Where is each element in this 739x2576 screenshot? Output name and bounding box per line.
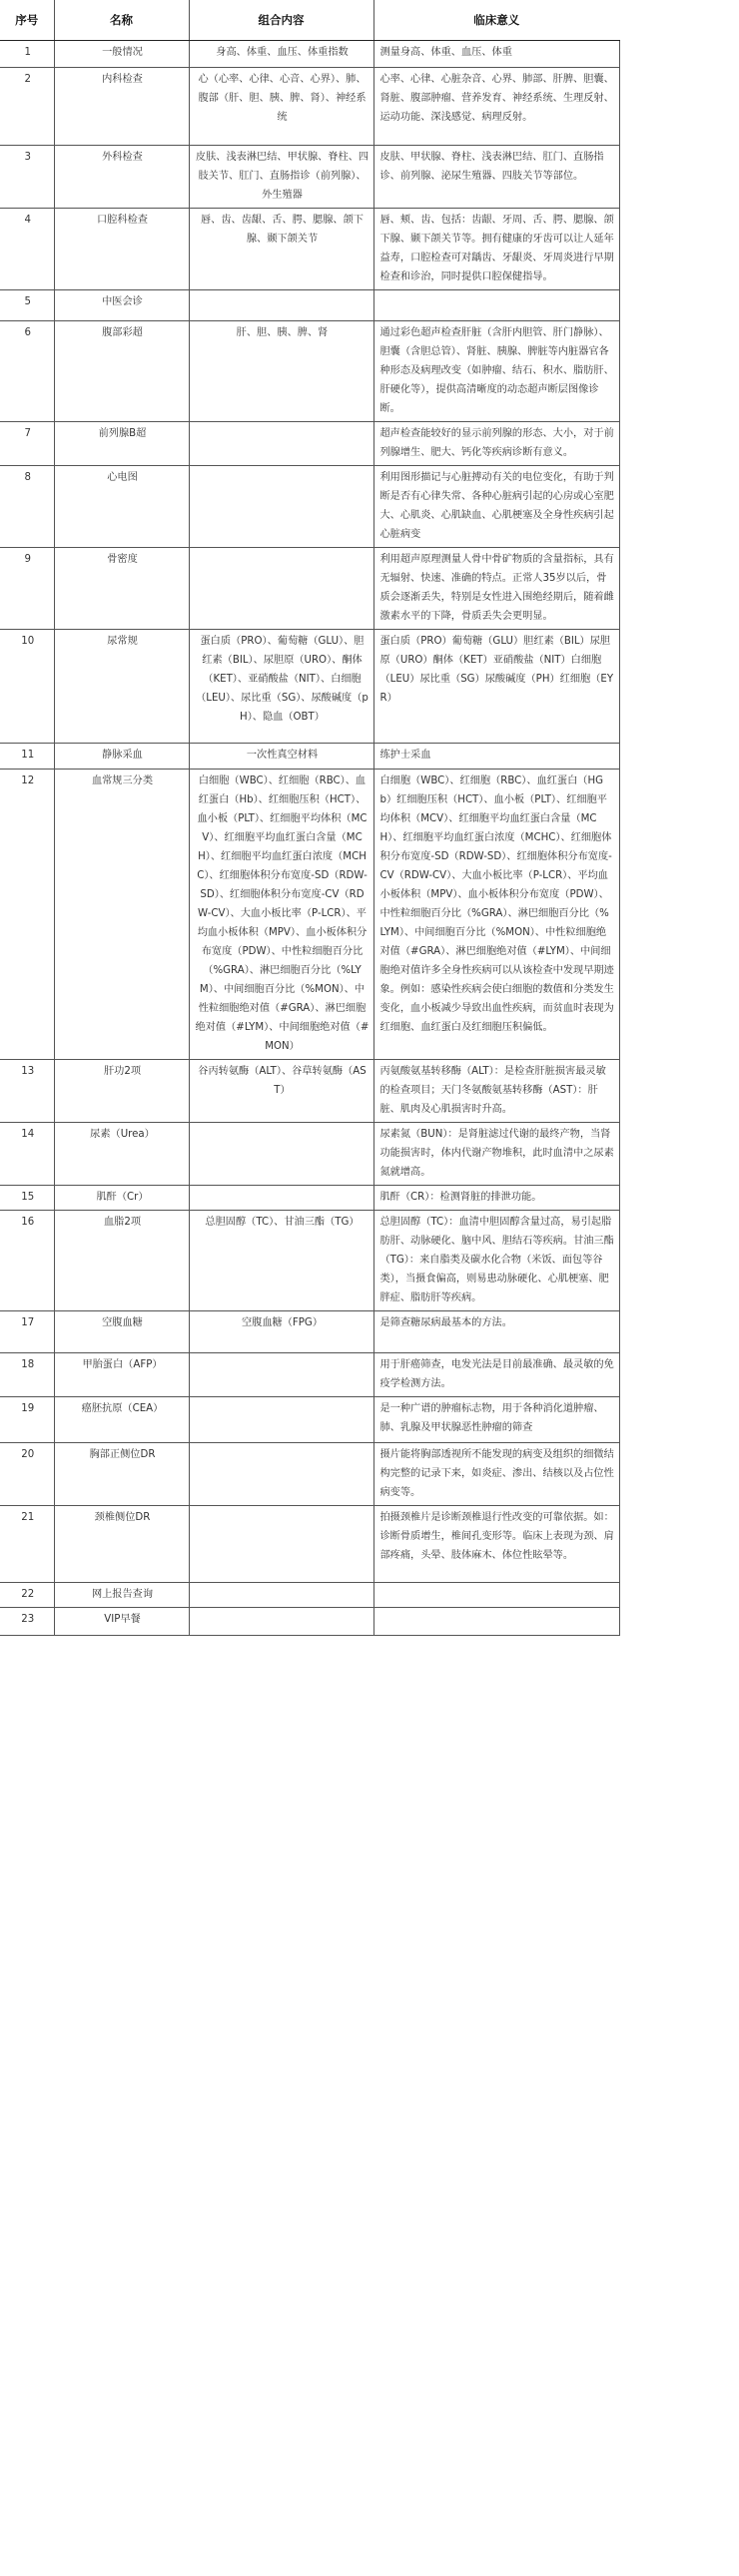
table-row	[0, 1443, 619, 1506]
cell-name: 尿素（Urea）	[54, 1123, 189, 1186]
cell-name: 癌胚抗原（CEA）	[54, 1397, 189, 1443]
cell-meaning	[373, 1583, 619, 1608]
cell-meaning: 是一种广谱的肿瘤标志物，用于各种消化道肿瘤、肺、乳腺及甲状腺恶性肿瘤的筛查	[373, 1397, 619, 1443]
table-row	[0, 1060, 619, 1123]
header-name: 名称	[54, 0, 189, 41]
cell-content: 空腹血糖（FPG）	[189, 1311, 373, 1353]
cell-name: 内科检查	[54, 68, 189, 146]
cell-meaning: 利用超声原理测量人骨中骨矿物质的含量指标，具有无辐射、快速、准确的特点。正常人35岁以后，骨质会逐渐丢失，特别是女性进入围绝经期后，随着雌激素水平的下降，骨质丢失会更明显。	[373, 548, 619, 630]
table-row	[0, 41, 619, 68]
cell-content: 谷丙转氨酶（ALT）、谷草转氨酶（AST）	[189, 1060, 373, 1123]
cell-content: 蛋白质（PRO）、葡萄糖（GLU）、胆红素（BIL）、尿胆原（URO）、酮体（KET）、亚硝酸盐（NIT）、白细胞（LEU）、尿比重（SG）、尿酸碱度（pH）、隐血（OBT）	[189, 630, 373, 744]
table-row	[0, 1353, 619, 1397]
cell-content: 唇、齿、齿龈、舌、腭、腮腺、颌下腺、颞下颌关节	[189, 209, 373, 290]
cell-meaning: 用于肝癌筛查，电发光法是目前最准确、最灵敏的免疫学检测方法。	[373, 1353, 619, 1397]
cell-no: 2	[0, 68, 54, 146]
table-header-row	[0, 0, 619, 41]
table-row	[0, 146, 619, 209]
table-row	[0, 1583, 619, 1608]
cell-no: 23	[0, 1608, 54, 1636]
cell-no: 15	[0, 1186, 54, 1211]
cell-content	[189, 1583, 373, 1608]
cell-content: 总胆固醇（TC）、甘油三酯（TG）	[189, 1211, 373, 1311]
cell-no: 20	[0, 1443, 54, 1506]
cell-name: 血常规三分类	[54, 770, 189, 1060]
header-content: 组合内容	[189, 0, 373, 41]
cell-content	[189, 1186, 373, 1211]
cell-content	[189, 1443, 373, 1506]
cell-meaning	[373, 1608, 619, 1636]
cell-no: 6	[0, 321, 54, 422]
cell-content: 肝、胆、胰、脾、肾	[189, 321, 373, 422]
cell-content	[189, 1123, 373, 1186]
table-row	[0, 321, 619, 422]
cell-meaning: 尿素氮（BUN）：是肾脏滤过代谢的最终产物，当肾功能损害时，体内代谢产物堆积，此时血清中之尿素氮就增高。	[373, 1123, 619, 1186]
table-row	[0, 630, 619, 744]
table-row	[0, 68, 619, 146]
table-row	[0, 1123, 619, 1186]
cell-content: 身高、体重、血压、体重指数	[189, 41, 373, 68]
cell-content: 白细胞（WBC）、红细胞（RBC）、血红蛋白（Hb）、红细胞压积（HCT）、血小板（PLT）、红细胞平均体积（MCV）、红细胞平均血红蛋白含量（MCH）、红细胞平均血红蛋白浓度（MCHC）、红细胞体积分布宽度-SD（RDW-SD）、红细胞体积分布宽度-CV（RDW-CV）、大血小板比率（P-LCR）、平均血小板体积（MPV）、血小板体积分布宽度（PDW）、中性粒细胞百分比（%GRA）、淋巴细胞百分比（%LYM）、中间细胞百分比（%MON）、中性粒细胞绝对值（#GRA）、淋巴细胞绝对值（#LYM）、中间细胞绝对值（#MON）	[189, 770, 373, 1060]
cell-meaning	[373, 290, 619, 321]
cell-name: 中医会诊	[54, 290, 189, 321]
cell-name: 静脉采血	[54, 744, 189, 770]
cell-content	[189, 466, 373, 548]
cell-name: 网上报告查询	[54, 1583, 189, 1608]
cell-no: 4	[0, 209, 54, 290]
table-row	[0, 422, 619, 466]
cell-content	[189, 548, 373, 630]
cell-meaning: 肌酐（CR）：检测肾脏的排泄功能。	[373, 1186, 619, 1211]
cell-name: 一般情况	[54, 41, 189, 68]
cell-meaning: 测量身高、体重、血压、体重	[373, 41, 619, 68]
cell-meaning: 练护士采血	[373, 744, 619, 770]
cell-name: 甲胎蛋白（AFP）	[54, 1353, 189, 1397]
cell-content	[189, 1397, 373, 1443]
table-row	[0, 1397, 619, 1443]
cell-content	[189, 1608, 373, 1636]
table-row	[0, 770, 619, 1060]
cell-no: 21	[0, 1506, 54, 1583]
header-no: 序号	[0, 0, 54, 41]
cell-no: 17	[0, 1311, 54, 1353]
cell-no: 11	[0, 744, 54, 770]
cell-name: 骨密度	[54, 548, 189, 630]
cell-no: 13	[0, 1060, 54, 1123]
cell-name: 尿常规	[54, 630, 189, 744]
cell-name: 前列腺B超	[54, 422, 189, 466]
cell-content: 一次性真空材料	[189, 744, 373, 770]
cell-name: 肝功2项	[54, 1060, 189, 1123]
cell-no: 9	[0, 548, 54, 630]
cell-name: 外科检查	[54, 146, 189, 209]
cell-no: 22	[0, 1583, 54, 1608]
cell-no: 7	[0, 422, 54, 466]
table-row	[0, 1506, 619, 1583]
cell-no: 12	[0, 770, 54, 1060]
cell-content	[189, 1353, 373, 1397]
cell-no: 19	[0, 1397, 54, 1443]
cell-name: 空腹血糖	[54, 1311, 189, 1353]
cell-no: 18	[0, 1353, 54, 1397]
cell-meaning: 唇、颊、齿、包括：齿龈、牙周、舌、腭、腮腺、颌下腺、颞下颌关节等。拥有健康的牙齿可以让人延年益寿，口腔检查可对龋齿、牙龈炎、牙周炎进行早期检查和诊治，同时提供口腔保健指导。	[373, 209, 619, 290]
table-row	[0, 209, 619, 290]
table-row	[0, 1211, 619, 1311]
table-row	[0, 290, 619, 321]
cell-content: 皮肤、浅表淋巴结、甲状腺、脊柱、四肢关节、肛门、直肠指诊（前列腺）、外生殖器	[189, 146, 373, 209]
table-row	[0, 1311, 619, 1353]
cell-meaning: 白细胞（WBC）、红细胞（RBC）、血红蛋白（HGb）红细胞压积（HCT）、血小板（PLT）、红细胞平均体积（MCV）、红细胞平均血红蛋白含量（MCH）、红细胞平均血红蛋白浓度（MCHC）、红细胞体积分布宽度-SD（RDW-SD）、红细胞体积分布宽度-CV（RDW-CV）、大血小板比率（P-LCR）、平均血小板体积（MPV）、血小板体积分布宽度（PDW）、中性粒细胞百分比（%GRA）、淋巴细胞百分比（%LYM）、中间细胞百分比（%MON）、中性粒细胞绝对值（#GRA）、淋巴细胞绝对值（#LYM）、中间细胞绝对值许多全身性疾病可以从该检查中发现早期迹象。例如：感染性疾病会使白细胞的数值和分类发生变化，血小板减少导致出血性疾病，而贫血时表现为红细胞、血红蛋白及红细胞压积偏低。	[373, 770, 619, 1060]
cell-no: 16	[0, 1211, 54, 1311]
cell-no: 10	[0, 630, 54, 744]
cell-no: 14	[0, 1123, 54, 1186]
cell-meaning: 心率、心律、心脏杂音、心界、肺部、肝脾、胆囊、肾脏、腹部肿瘤、营养发育、神经系统、生理反射、运动功能、深浅感觉、病理反射。	[373, 68, 619, 146]
cell-meaning: 超声检查能较好的显示前列腺的形态、大小，对于前列腺增生、肥大、钙化等疾病诊断有意义。	[373, 422, 619, 466]
cell-name: 口腔科检查	[54, 209, 189, 290]
cell-name: 腹部彩超	[54, 321, 189, 422]
table-row	[0, 1186, 619, 1211]
cell-meaning: 通过彩色超声检查肝脏（含肝内胆管、肝门静脉）、胆囊（含胆总管）、肾脏、胰腺、脾脏等内脏器官各种形态及病理改变（如肿瘤、结石、积水、脂肪肝、肝硬化等），提供高清晰度的动态超声断层图像诊断。	[373, 321, 619, 422]
table-row	[0, 466, 619, 548]
cell-name: 血脂2项	[54, 1211, 189, 1311]
cell-meaning: 是筛查糖尿病最基本的方法。	[373, 1311, 619, 1353]
table-row	[0, 548, 619, 630]
cell-content	[189, 290, 373, 321]
cell-meaning: 总胆固醇（TC）：血清中胆固醇含量过高，易引起脂肪肝、动脉硬化、脑中风、胆结石等疾病。甘油三酯（TG）：来自脂类及碳水化合物（米饭、面包等谷类），当摄食偏高，则易患动脉硬化、心肌梗塞、肥胖症、脂肪肝等疾病。	[373, 1211, 619, 1311]
cell-meaning: 蛋白质（PRO）葡萄糖（GLU）胆红素（BIL）尿胆原（URO）酮体（KET）亚硝酸盐（NIT）白细胞（LEU）尿比重（SG）尿酸碱度（PH）红细胞（EYR）	[373, 630, 619, 744]
cell-no: 1	[0, 41, 54, 68]
cell-no: 8	[0, 466, 54, 548]
cell-name: 心电图	[54, 466, 189, 548]
cell-meaning: 摄片能将胸部透视所不能发现的病变及组织的细微结构完整的记录下来，如炎症、渗出、结核以及占位性病变等。	[373, 1443, 619, 1506]
cell-meaning: 丙氨酸氨基转移酶（ALT）：是检查肝脏损害最灵敏的检查项目；天门冬氨酸氨基转移酶（AST）：肝脏、肌肉及心肌损害时升高。	[373, 1060, 619, 1123]
table-row	[0, 1608, 619, 1636]
cell-name: 胸部正侧位DR	[54, 1443, 189, 1506]
cell-no: 5	[0, 290, 54, 321]
table-body	[0, 41, 619, 1636]
cell-name: 肌酐（Cr）	[54, 1186, 189, 1211]
cell-content	[189, 1506, 373, 1583]
cell-name: 颈椎侧位DR	[54, 1506, 189, 1583]
cell-meaning: 利用图形描记与心脏搏动有关的电位变化，有助于判断是否有心律失常、各种心脏病引起的心房或心室肥大、心肌炎、心肌缺血、心肌梗塞及全身性疾病引起心脏病变	[373, 466, 619, 548]
cell-content: 心（心率、心律、心音、心界）、肺、腹部（肝、胆、胰、脾、肾）、神经系统	[189, 68, 373, 146]
cell-meaning: 拍摄颈椎片是诊断颈椎退行性改变的可靠依据。如：诊断骨质增生，椎间孔变形等。临床上表现为颈、肩部疼痛，头晕、肢体麻木、体位性眩晕等。	[373, 1506, 619, 1583]
cell-no: 3	[0, 146, 54, 209]
cell-content	[189, 422, 373, 466]
cell-name: VIP早餐	[54, 1608, 189, 1636]
table-row	[0, 744, 619, 770]
cell-meaning: 皮肤、甲状腺、脊柱、浅表淋巴结、肛门、直肠指诊、前列腺、泌尿生殖器、四肢关节等部位。	[373, 146, 619, 209]
header-meaning: 临床意义	[373, 0, 619, 41]
